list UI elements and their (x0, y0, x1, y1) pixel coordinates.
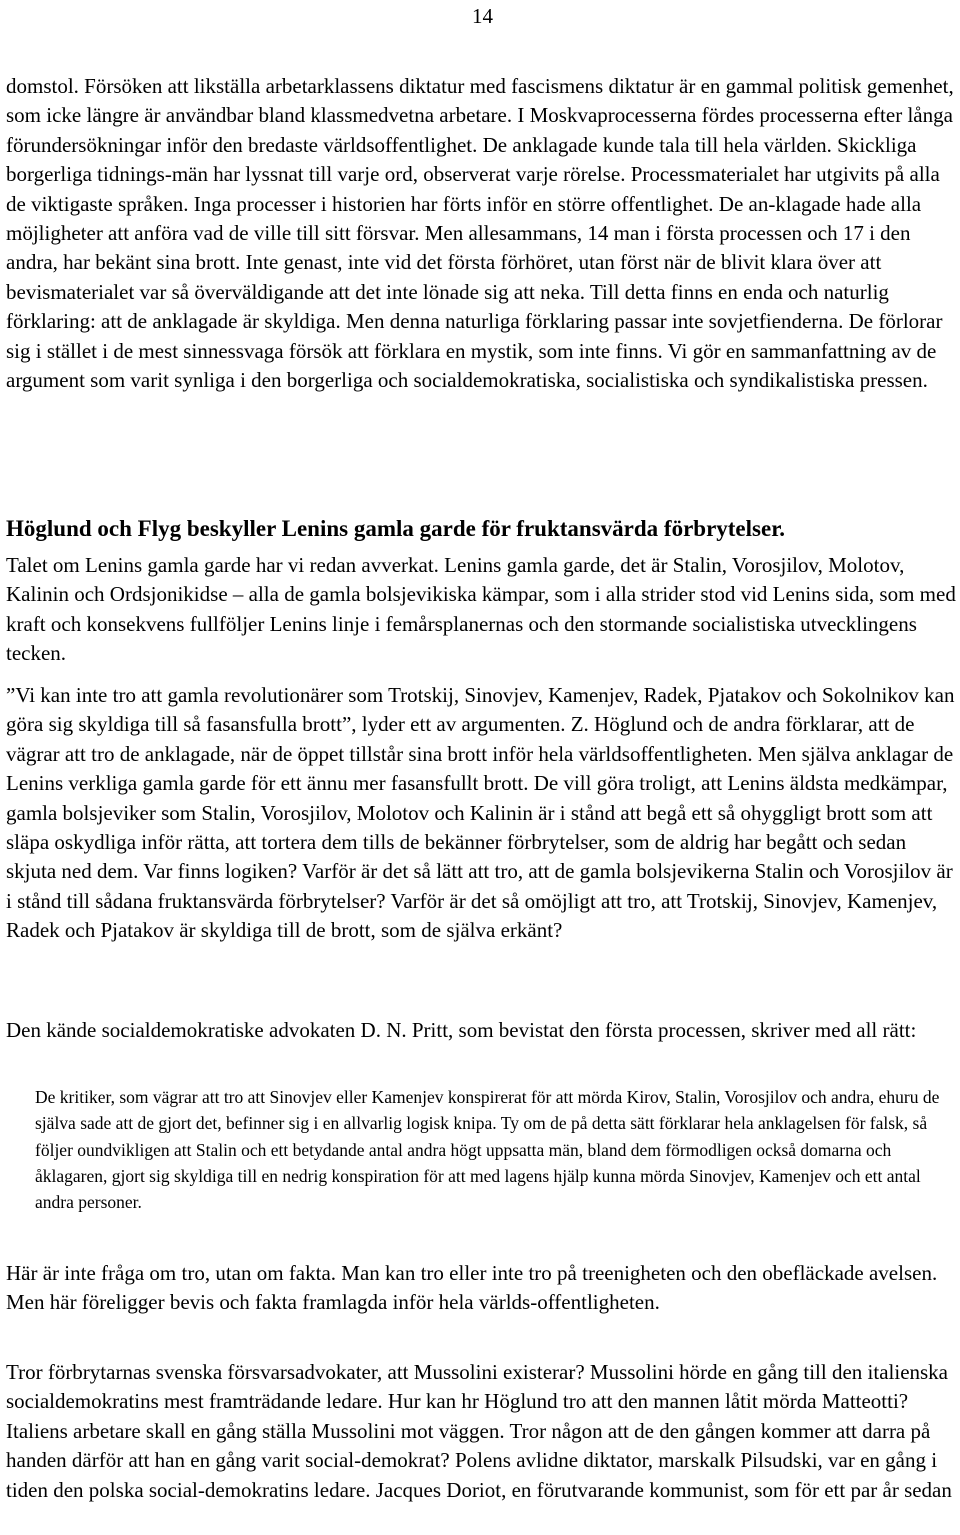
paragraph-argument: ”Vi kan inte tro att gamla revolutionärer som Trotskij, Sinovjev, Kamenjev, Radek, Pjatakov och Sokolnikov kan göra sig skyldiga till så fasansfulla brott”, lyder ett av argumenten. Z. Höglund och de andra förklarar, att de vägrar att tro de anklagade, när de öppet tillstår sina brott inför hela världsoffentligheten. Men själva anklagar de Lenins verkliga gamla garde för ett ännu mer fasansfullt brott. De vill göra troligt, att Lenins äldsta medkämpar, gamla bolsjeviker som Stalin, Vorosjilov, Molotov och Kalinin är i stånd att begå ett så ohyggligt brott som att släpa oskydliga inför rätta, att tortera dem tills de bekänner förbrytelser, som de aldrig har begått och sedan skjuta ned dem. Var finns logiken? Varför är det så lätt att tro, att de gamla bolsjevikerna Stalin och Vorosjilov är i stånd till sådana fruktansvärda förbrytelser? Varför är det så omöjligt att tro, att Trotskij, Sinovjev, Kamenjev, Radek och Pjatakov är skyldiga till de brott, som de själva erkänt? (6, 683, 955, 943)
paragraph-pritt-intro: Den kände socialdemokratiske advokaten D. N. Pritt, som bevistat den första processen, skriver med all rätt: (6, 1018, 917, 1042)
paragraph-facts: Här är inte fråga om tro, utan om fakta. Man kan tro eller inte tro på treenigheten och den obefläckade avelsen. Men här föreligger bevis och fakta framlagda inför hela världs-offentligheten. (6, 1261, 938, 1315)
paragraph-moscow-trials: domstol. Försöken att likställa arbetarklassens diktatur med fascismens diktatur är en gammal politisk gemenhet, som icke längre är användbar bland klassmedvetna arbetare. I Moskvaprocesserna fördes processerna efter långa förundersökningar inför den bredaste världsoffentlighet. De anklagade kunde tala till hela världen. Skickliga borgerliga tidnings-män har lyssnat till varje ord, observerat varje rörelse. Processmaterialet har utgivits på alla de viktigaste språken. Inga processer i historien har förts inför en större offentlighet. De an-klagade hade alla möjligheter att anföra vad de ville till sitt försvar. Men allesammans, 14 man i första processen och 17 i den andra, har bekänt sina brott. Inte genast, inte vid det första förhöret, utan först när de blivit klara över att bevismaterialet var så överväldigande att det inte lönade sig att neka. Till detta finns en enda och naturlig förklaring: att de anklagade är skyldiga. Men denna naturliga förklaring passar inte sovjetfienderna. De förlorar sig i stället i de mest sinnessvaga försök att förklara en mystik, som inte finns. Vi gör en sammanfattning av de argument som varit synliga i den borgerliga och socialdemokratiska, socialistiska och syndikalistiska pressen. (6, 74, 954, 393)
paragraph-mussolini: Tror förbrytarnas svenska försvarsadvokater, att Mussolini existerar? Mussolini hörde en gång till den italienska socialdemokratins mest framträdande ledare. Hur kan hr Höglund tro att den mannen låtit mörda Matteotti? Italiens arbetare skall en gång ställa Mussolini mot väggen. Tror någon att de den gången kommer att darra på handen därför att han en gång varit social-demokrat? Polens avlidne diktator, marskalk Pilsudski, var en gång i tiden den polska social-demokratins ledare. Jacques Doriot, en förutvarande kommunist, som för ett par år sedan (6, 1360, 952, 1502)
paragraph-lenin-old-guard: Talet om Lenins gamla garde har vi redan avverkat. Lenins gamla garde, det är Stalin, Vorosjilov, Molotov, Kalinin och Ordsjonikidse – alla de gamla bolsjevikiska kämpar, som i alla strider stod vid Lenins sida, som med kraft och konsekvens fullföljer Lenins linje i femårsplanernas och den stormande socialistiska utvecklingens tecken. (6, 553, 956, 666)
pritt-quote: De kritiker, som vägrar att tro att Sinovjev eller Kamenjev konspirerat för att mörda Kirov, Stalin, Vorosjilov och andra, ehuru de själva sade att de gjort det, befinner sig i en allvarlig logisk knipa. Ty om de på detta sätt förklarar hela anklagelsen för falsk, så följer oundvikligen att Stalin och ett betydande antal andra högt uppsatta män, bland dem förmodligen också domarna och åklagaren, gjort sig skyldiga till en nedrig konspiration för att med lagens hjälp kunna mörda Sinovjev, Kamenjev och ett antal andra personer. (35, 1087, 940, 1213)
section-heading: Höglund och Flyg beskyller Lenins gamla garde för fruktansvärda förbrytelser. (6, 516, 786, 541)
page-number: 14 (472, 4, 493, 28)
